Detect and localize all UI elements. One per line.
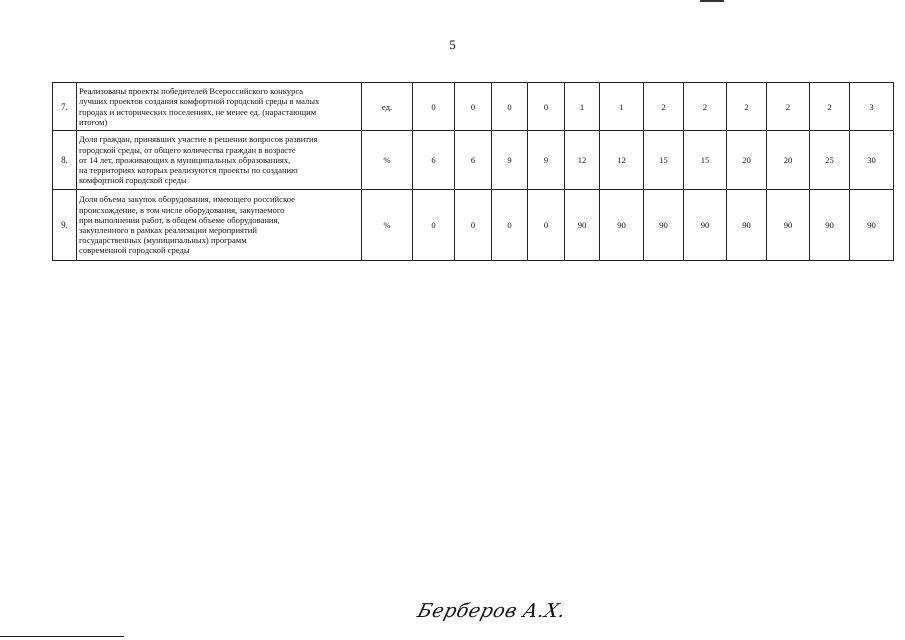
indicator-name: Доля граждан, принявших участие в решении вопросов развития городской среды, от общего количества граждан в возрасте от 14 лет, проживающих в муниципальных образованиях, на территориях которых реализуются проекты по созданию комфортной городской среды xyxy=(77,131,362,190)
value-cell: 0 xyxy=(413,83,455,131)
value-cell: 1 xyxy=(600,83,644,131)
value-cell: 20 xyxy=(727,131,767,190)
value-cell: 90 xyxy=(684,190,727,261)
handwritten-signature: Берберов А.Х. xyxy=(415,600,569,622)
value-cell: 2 xyxy=(684,83,727,131)
value-cell: 15 xyxy=(684,131,727,190)
value-cell: 0 xyxy=(528,190,565,261)
value-cell: 30 xyxy=(850,131,894,190)
value-cell: 0 xyxy=(455,83,492,131)
row-number: 9. xyxy=(53,190,77,261)
value-cell: 9 xyxy=(528,131,565,190)
indicator-name: Доля объема закупок оборудования, имеющего российское происхождение, в том числе оборудования, закупаемого при выполнении работ, в общем объеме оборудования, закупленного в рамках реализации мероприятий государственных (муниципальных) программ современной городской среды xyxy=(77,190,362,261)
table-row xyxy=(53,190,894,261)
value-cell: 1 xyxy=(565,83,600,131)
unit-cell: % xyxy=(362,190,413,261)
value-cell: 90 xyxy=(565,190,600,261)
value-cell: 90 xyxy=(810,190,850,261)
value-cell: 90 xyxy=(600,190,644,261)
value-cell: 0 xyxy=(455,190,492,261)
value-cell: 12 xyxy=(600,131,644,190)
value-cell: 0 xyxy=(528,83,565,131)
value-cell: 2 xyxy=(644,83,684,131)
value-cell: 0 xyxy=(413,190,455,261)
value-cell: 9 xyxy=(492,131,528,190)
value-cell: 20 xyxy=(767,131,810,190)
row-number: 7. xyxy=(53,83,77,131)
value-cell: 90 xyxy=(767,190,810,261)
value-cell: 0 xyxy=(492,83,528,131)
page-corner-mark xyxy=(700,0,724,2)
indicator-name: Реализованы проекты победителей Всероссийского конкурса лучших проектов создания комфортной городской среды в малых городах и исторических поселениях, не менее ед. (нарастающим итогом) xyxy=(77,83,362,131)
indicators-table xyxy=(52,82,894,261)
value-cell: 90 xyxy=(644,190,684,261)
value-cell: 12 xyxy=(565,131,600,190)
table-row xyxy=(53,83,894,131)
value-cell: 6 xyxy=(455,131,492,190)
page-number: 5 xyxy=(449,37,456,52)
table-row xyxy=(53,131,894,190)
value-cell: 90 xyxy=(850,190,894,261)
value-cell: 6 xyxy=(413,131,455,190)
row-number: 8. xyxy=(53,131,77,190)
value-cell: 90 xyxy=(727,190,767,261)
value-cell: 2 xyxy=(727,83,767,131)
value-cell: 2 xyxy=(810,83,850,131)
value-cell: 0 xyxy=(492,190,528,261)
unit-cell: % xyxy=(362,131,413,190)
value-cell: 2 xyxy=(767,83,810,131)
value-cell: 15 xyxy=(644,131,684,190)
value-cell: 3 xyxy=(850,83,894,131)
unit-cell: ед. xyxy=(362,83,413,131)
value-cell: 25 xyxy=(810,131,850,190)
footer-rule xyxy=(0,636,124,637)
